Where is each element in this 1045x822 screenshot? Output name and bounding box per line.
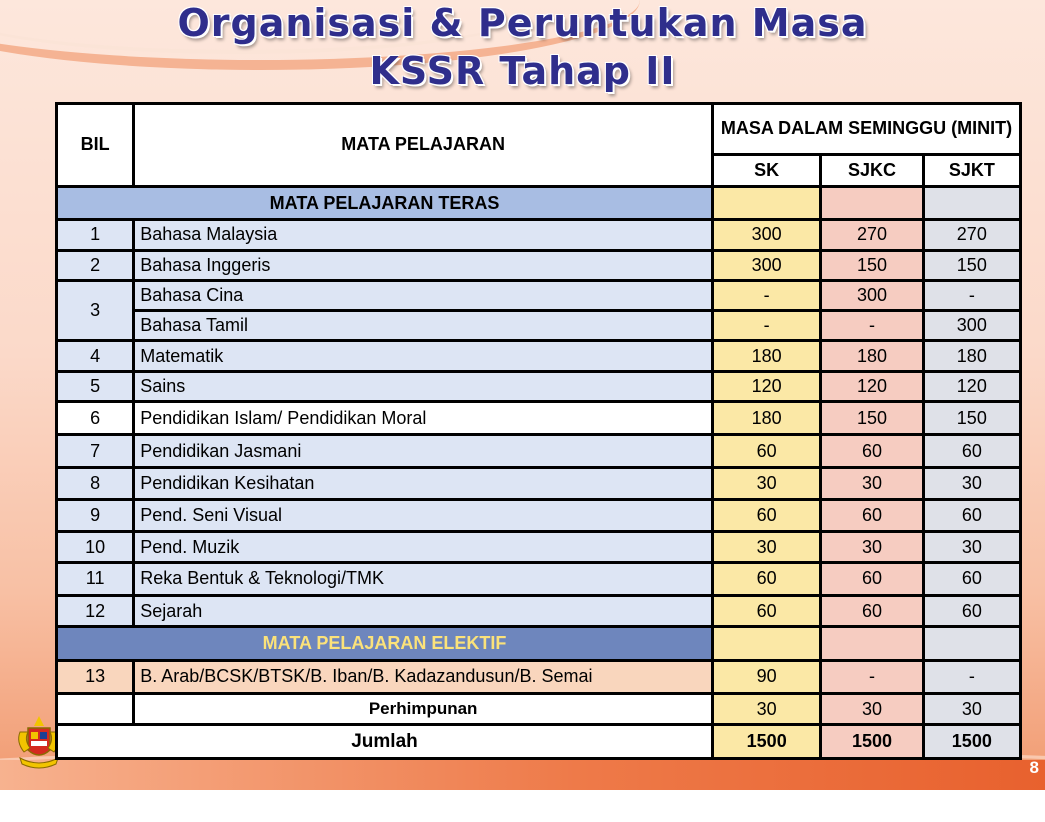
header-sjkc: SJKC (821, 154, 923, 186)
cell-bil: 7 (57, 435, 134, 467)
table-row (57, 280, 1021, 310)
cell-sjkt: - (923, 280, 1020, 310)
table-row (57, 311, 1021, 341)
cell-bil: 10 (57, 532, 134, 562)
cell-sjkc: 60 (821, 596, 923, 627)
table-row (57, 220, 1021, 250)
cell-subject: Pendidikan Islam/ Pendidikan Moral (134, 402, 713, 435)
cell-sk: 180 (713, 402, 821, 435)
cell-sk: 300 (713, 220, 821, 250)
table-row (57, 532, 1021, 562)
cell-sk: 60 (713, 562, 821, 595)
cell-bil: 5 (57, 371, 134, 401)
cell-bil: 12 (57, 596, 134, 627)
cell-bil: 8 (57, 467, 134, 499)
cell-subject: Sains (134, 371, 713, 401)
header-time-group: MASA DALAM SEMINGGU (MINIT) (713, 104, 1021, 155)
table-row (57, 250, 1021, 280)
cell-sjkc: 180 (821, 341, 923, 371)
cell-sjkt: 60 (923, 500, 1020, 532)
table-row (57, 371, 1021, 401)
cell-sjkt: 300 (923, 311, 1020, 341)
section-row (57, 186, 1021, 219)
table-row (57, 435, 1021, 467)
cell-sjkc: 120 (821, 371, 923, 401)
cell-sk: 90 (713, 660, 821, 693)
cell-bil: 1 (57, 220, 134, 250)
cell-bil (57, 694, 134, 725)
cell-sjkt: 150 (923, 402, 1020, 435)
header-subject: MATA PELAJARAN (134, 104, 713, 187)
cell-subject: Bahasa Inggeris (134, 250, 713, 280)
cell-sjkc: 300 (821, 280, 923, 310)
cell-sk: 60 (713, 435, 821, 467)
cell-sk (713, 627, 821, 660)
table-row (57, 562, 1021, 595)
header-bil: BIL (57, 104, 134, 187)
cell-bil: 6 (57, 402, 134, 435)
cell-sjkt: 30 (923, 694, 1020, 725)
cell-sk: 180 (713, 341, 821, 371)
total-row (57, 725, 1021, 759)
cell-sjkt: 270 (923, 220, 1020, 250)
footer-band (0, 760, 1045, 790)
cell-sjkc: 150 (821, 250, 923, 280)
table-row (57, 341, 1021, 371)
total-sjkt: 1500 (923, 725, 1020, 759)
table-row (57, 467, 1021, 499)
header-sjkt: SJKT (923, 154, 1020, 186)
cell-sjkc: 30 (821, 467, 923, 499)
cell-bil: 3 (57, 280, 134, 341)
cell-sjkc (821, 627, 923, 660)
cell-sjkt: 120 (923, 371, 1020, 401)
cell-sk: 60 (713, 500, 821, 532)
cell-subject: Pend. Seni Visual (134, 500, 713, 532)
cell-subject: Bahasa Malaysia (134, 220, 713, 250)
cell-sjkc: 150 (821, 402, 923, 435)
total-sk: 1500 (713, 725, 821, 759)
page-number: 8 (1029, 758, 1039, 777)
cell-sjkt: 180 (923, 341, 1020, 371)
cell-sjkc: - (821, 311, 923, 341)
cell-sk (713, 186, 821, 219)
cell-sjkc: 270 (821, 220, 923, 250)
cell-sk: 120 (713, 371, 821, 401)
table-row (57, 402, 1021, 435)
page-subtitle: KSSR Tahap II (369, 49, 676, 93)
section-elektif-label: MATA PELAJARAN ELEKTIF (57, 627, 713, 660)
page-title: Organisasi & Peruntukan Masa (177, 1, 868, 45)
cell-sk: 30 (713, 694, 821, 725)
cell-bil: 13 (57, 660, 134, 693)
cell-sjkt: - (923, 660, 1020, 693)
cell-bil: 4 (57, 341, 134, 371)
cell-sjkc: - (821, 660, 923, 693)
cell-sjkt (923, 627, 1020, 660)
cell-sjkc: 60 (821, 435, 923, 467)
cell-sk: 30 (713, 532, 821, 562)
table-row (57, 500, 1021, 532)
time-allocation-table (55, 102, 1022, 760)
cell-sk: 60 (713, 596, 821, 627)
cell-subject: Reka Bentuk & Teknologi/TMK (134, 562, 713, 595)
total-sjkc: 1500 (821, 725, 923, 759)
cell-sk: 30 (713, 467, 821, 499)
section-row (57, 627, 1021, 660)
total-label: Jumlah (57, 725, 713, 759)
cell-subject: Bahasa Tamil (134, 311, 713, 341)
header-sk: SK (713, 154, 821, 186)
cell-subject: Sejarah (134, 596, 713, 627)
cell-sjkt: 60 (923, 596, 1020, 627)
cell-subject: Bahasa Cina (134, 280, 713, 310)
cell-sk: 300 (713, 250, 821, 280)
cell-sjkt (923, 186, 1020, 219)
cell-sjkt: 30 (923, 532, 1020, 562)
table-row (57, 596, 1021, 627)
cell-subject: B. Arab/BCSK/BTSK/B. Iban/B. Kadazandusun/B. Semai (134, 660, 713, 693)
cell-bil: 9 (57, 500, 134, 532)
cell-sjkt: 60 (923, 435, 1020, 467)
cell-sk: - (713, 311, 821, 341)
cell-bil: 11 (57, 562, 134, 595)
perhimpunan-label: Perhimpunan (134, 694, 713, 725)
cell-sjkt: 150 (923, 250, 1020, 280)
perhimpunan-row (57, 694, 1021, 725)
cell-sjkc: 30 (821, 532, 923, 562)
cell-sjkc: 60 (821, 500, 923, 532)
cell-sjkc (821, 186, 923, 219)
cell-subject: Pend. Muzik (134, 532, 713, 562)
section-teras-label: MATA PELAJARAN TERAS (57, 186, 713, 219)
cell-subject: Matematik (134, 341, 713, 371)
table-row (57, 660, 1021, 693)
cell-sk: - (713, 280, 821, 310)
cell-bil: 2 (57, 250, 134, 280)
cell-sjkc: 30 (821, 694, 923, 725)
cell-sjkc: 60 (821, 562, 923, 595)
cell-sjkt: 60 (923, 562, 1020, 595)
cell-subject: Pendidikan Jasmani (134, 435, 713, 467)
cell-subject: Pendidikan Kesihatan (134, 467, 713, 499)
cell-sjkt: 30 (923, 467, 1020, 499)
